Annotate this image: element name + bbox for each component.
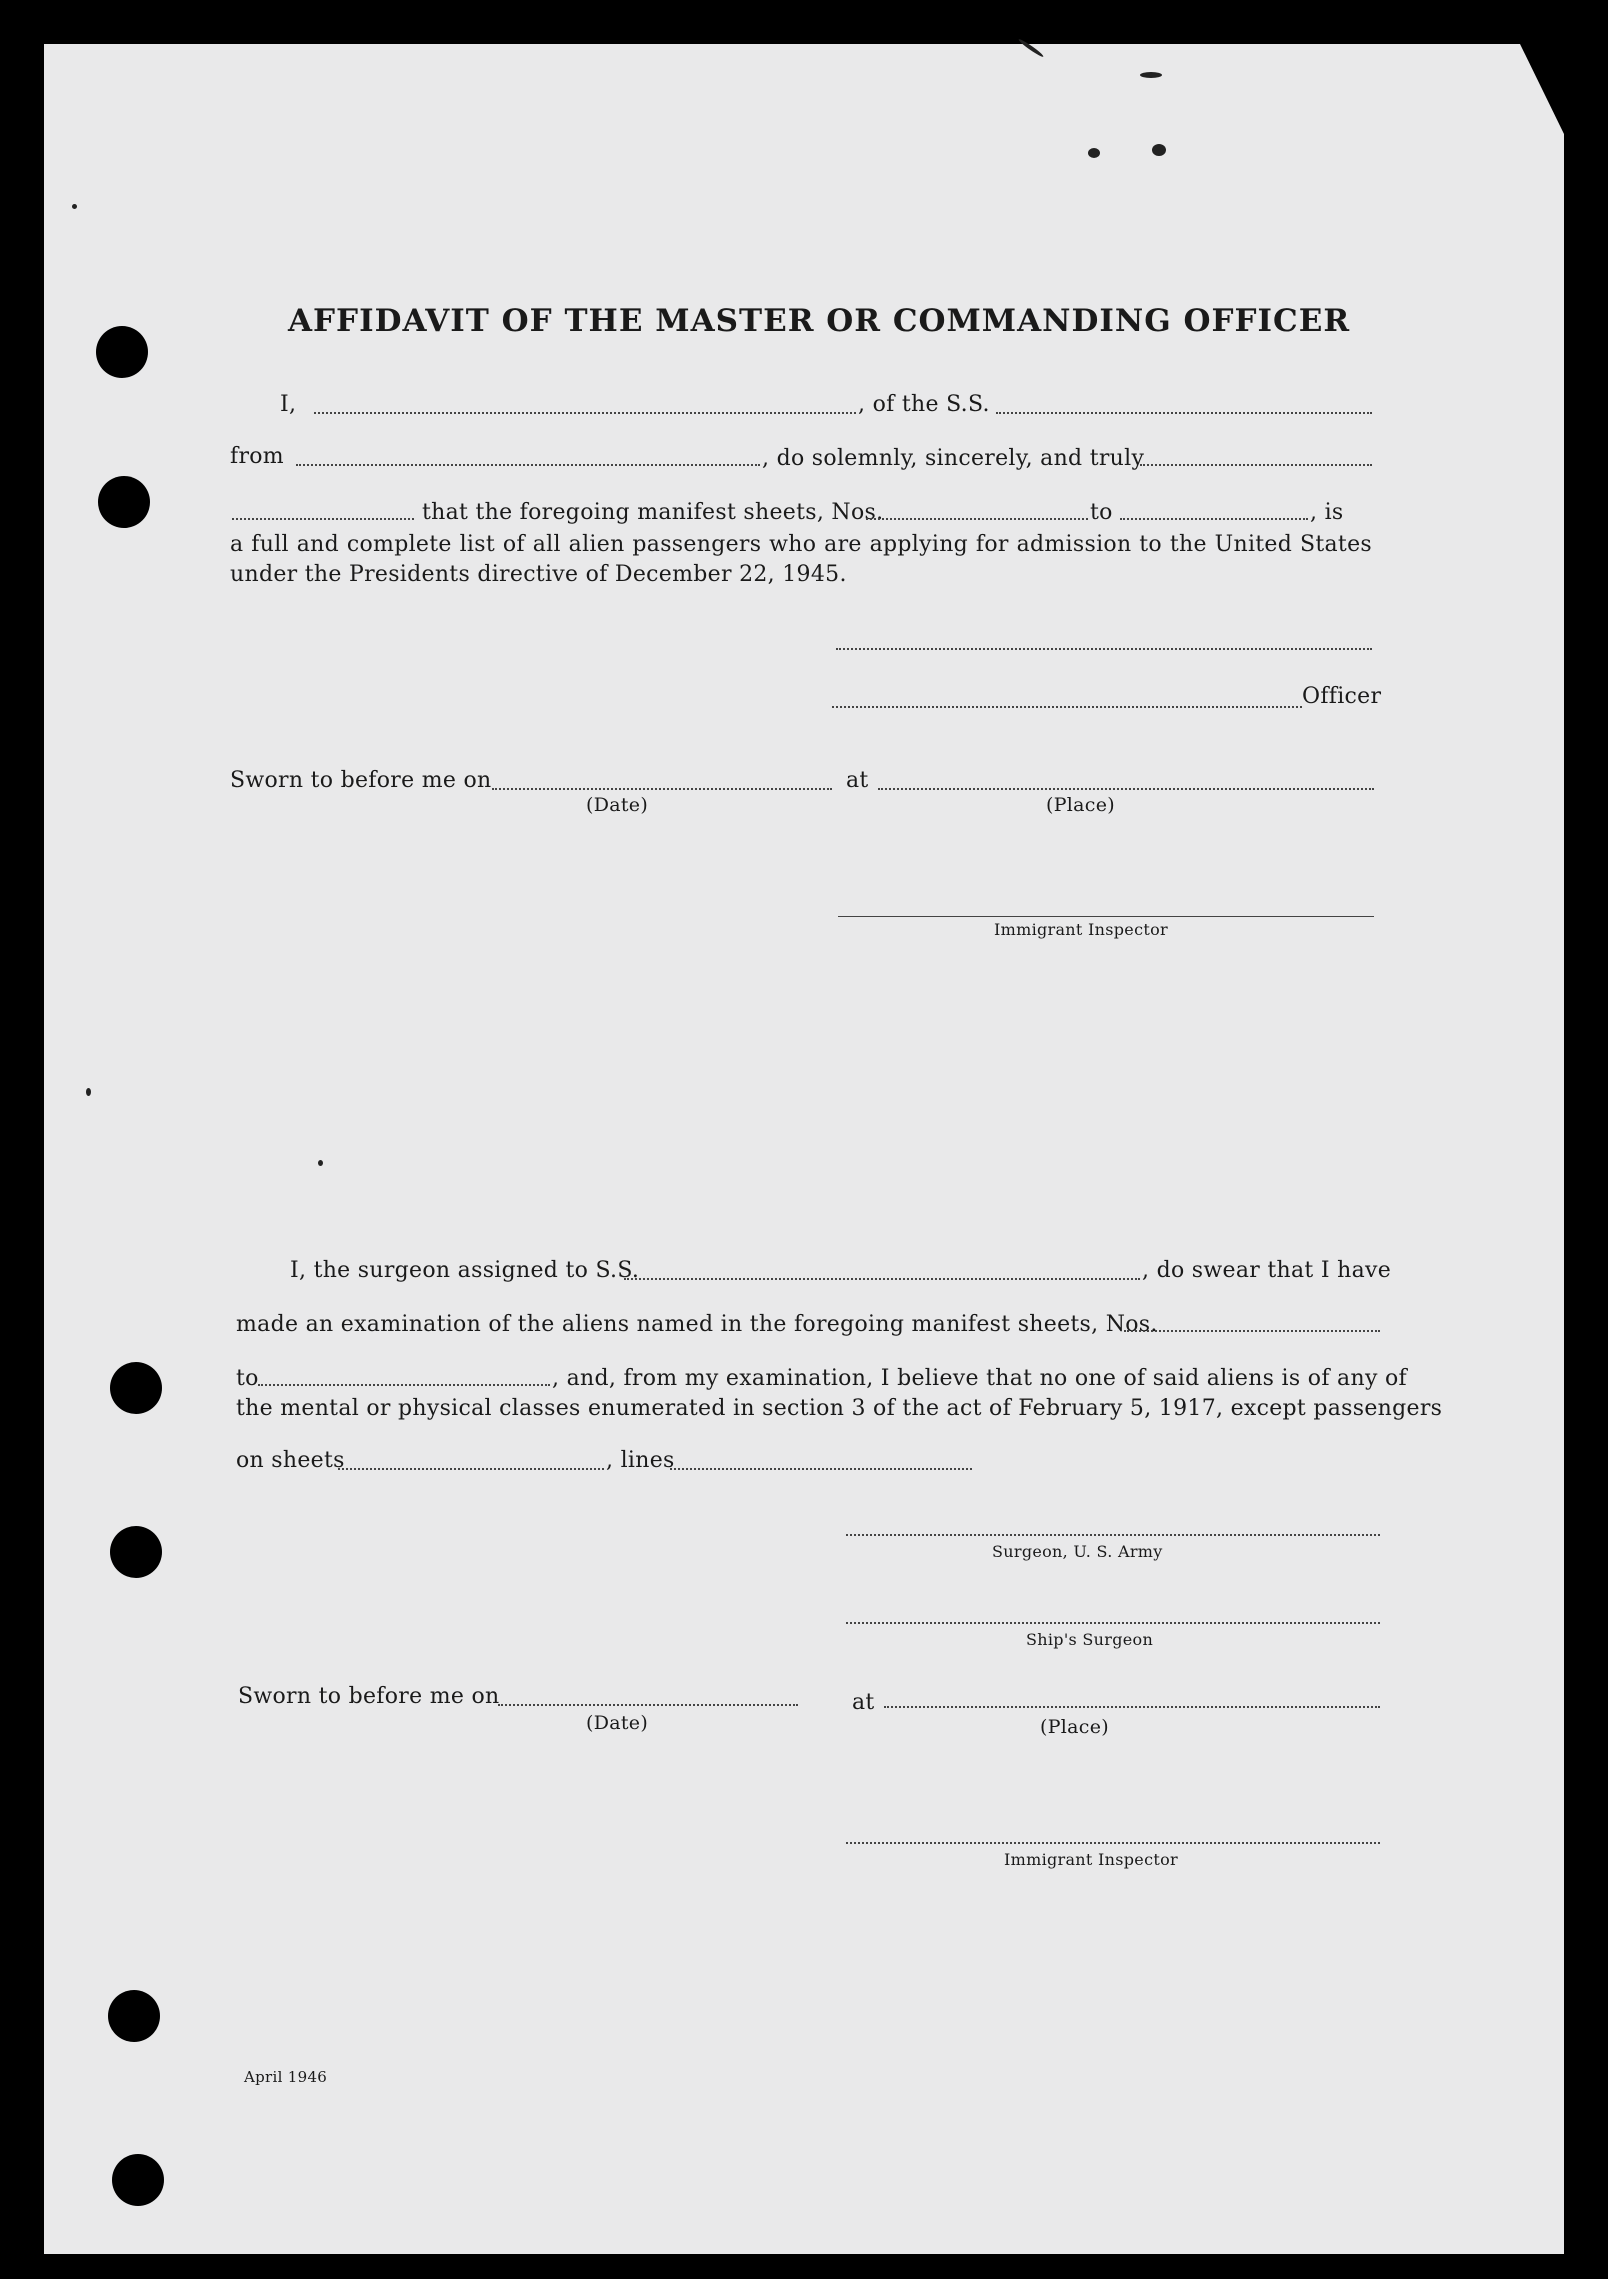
belief-label: , and, from my examination, I believe that no one of said aliens is of any of [552, 1366, 1407, 1391]
from-label: from [230, 444, 284, 469]
ship-name-field[interactable] [996, 412, 1372, 414]
officer-signature-line[interactable] [832, 706, 1302, 708]
binder-hole [108, 1990, 160, 2042]
sworn-place-field[interactable] [878, 788, 1374, 790]
army-surgeon-label: Surgeon, U. S. Army [992, 1542, 1163, 1561]
lines-label: , lines [606, 1448, 675, 1473]
master-signature-line[interactable] [836, 648, 1372, 650]
declare-field[interactable] [232, 518, 414, 520]
army-surgeon-signature-line[interactable] [846, 1534, 1380, 1536]
place-caption: (Place) [1046, 794, 1115, 816]
surgeon-to-label: to [236, 1366, 259, 1391]
swear-label: , do swear that I have [1142, 1258, 1392, 1283]
exception-sheets-field[interactable] [338, 1468, 604, 1470]
to-label: to [1090, 500, 1113, 525]
sworn-date-field[interactable] [492, 788, 832, 790]
solemnly-label: , do solemnly, sincerely, and truly [762, 446, 1145, 471]
surgeon-sheets-to-field[interactable] [258, 1384, 550, 1386]
exception-lines-field[interactable] [670, 1468, 972, 1470]
affidavit-statement: a full and complete list of all alien passengers who are applying for admission to the United States under the Presidents directive of December 22, 1945. [230, 532, 1372, 587]
affiant-prefix: I, [280, 392, 297, 417]
master-name-field[interactable] [314, 412, 856, 414]
form-page [44, 44, 1564, 2254]
inspector-signature-line[interactable] [838, 916, 1374, 917]
surgeon-sworn-label: Sworn to before me on [238, 1684, 500, 1709]
surgeon-at-label: at [852, 1690, 875, 1715]
surgeon-inspector-label: Immigrant Inspector [1004, 1850, 1178, 1869]
sheets-to-field[interactable] [1120, 518, 1308, 520]
manifest-sheets-label: that the foregoing manifest sheets, Nos. [422, 500, 884, 525]
port-field[interactable] [296, 464, 760, 466]
affirm-field[interactable] [1140, 464, 1372, 466]
page-title: AFFIDAVIT OF THE MASTER OR COMMANDING OFFICER [288, 303, 1351, 339]
on-sheets-label: on sheets [236, 1448, 345, 1473]
inspector-label: Immigrant Inspector [994, 920, 1168, 939]
surgeon-sworn-place-field[interactable] [884, 1706, 1380, 1708]
officer-label: Officer [1302, 684, 1382, 709]
ship-surgeon-signature-line[interactable] [846, 1622, 1380, 1624]
binder-hole [98, 476, 150, 528]
binder-hole [110, 1362, 162, 1414]
of-ss-label: , of the S.S. [858, 392, 990, 417]
surgeon-sheets-from-field[interactable] [1124, 1330, 1380, 1332]
binder-hole [110, 1526, 162, 1578]
surgeon-assigned-label: I, the surgeon assigned to S.S. [290, 1258, 640, 1283]
is-label: , is [1310, 500, 1344, 525]
surgeon-date-caption: (Date) [586, 1712, 649, 1734]
classes-label: the mental or physical classes enumerated in section 3 of the act of February 5, 1917, except passengers [236, 1396, 1443, 1421]
examination-label: made an examination of the aliens named in the foregoing manifest sheets, Nos. [236, 1312, 1158, 1337]
surgeon-place-caption: (Place) [1040, 1716, 1109, 1738]
binder-hole [96, 326, 148, 378]
surgeon-ship-field[interactable] [624, 1278, 1140, 1280]
binder-hole [112, 2154, 164, 2206]
surgeon-sworn-date-field[interactable] [498, 1704, 798, 1706]
sworn-label: Sworn to before me on [230, 768, 492, 793]
surgeon-inspector-signature-line[interactable] [846, 1842, 1380, 1844]
ship-surgeon-label: Ship's Surgeon [1026, 1630, 1154, 1649]
at-label: at [846, 768, 869, 793]
date-caption: (Date) [586, 794, 649, 816]
sheets-from-field[interactable] [866, 518, 1088, 520]
form-date: April 1946 [244, 2068, 328, 2086]
